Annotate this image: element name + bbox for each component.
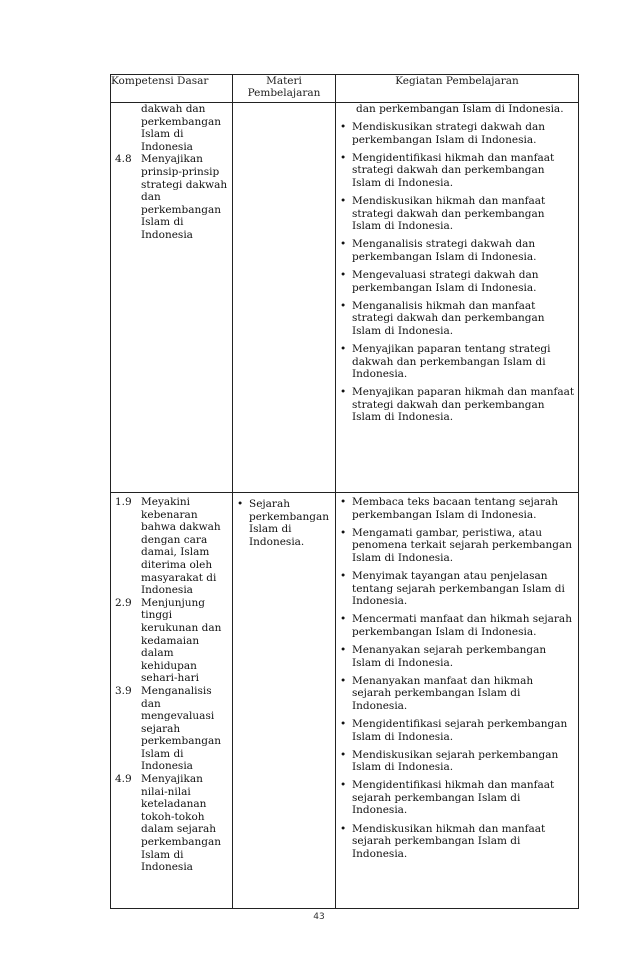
list-item-text: Mengidentifikasi hikmah dan manfaat strategi dakwah dan perkembangan Islam di Indonesia. (352, 151, 555, 189)
bullet-dot-icon: • (340, 269, 347, 282)
kd-item (115, 685, 230, 773)
bullet-dot-icon: • (340, 386, 347, 399)
header-materi-line1: Materi (266, 75, 302, 87)
list-item-text: Menyajikan paparan tentang strategi dakwah dan perkembangan Islam di Indonesia. (352, 343, 551, 381)
list-item (336, 749, 578, 774)
list-item (336, 343, 578, 381)
kd-text: Meyakini kebenaran bahwa dakwah dengan cara damai, Islam diterima oleh masyarakat di Indonesia (141, 496, 221, 597)
list-item (336, 644, 578, 669)
kd-item (115, 153, 230, 241)
header-materi-pembelajaran (233, 75, 336, 103)
kd-text: Menyajikan nilai-nilai keteladanan tokoh-tokoh dalam sejarah perkembangan Islam di Indonesia (141, 773, 221, 874)
list-item (336, 823, 578, 861)
bullet-dot-icon: • (340, 526, 347, 539)
header-kompetensi-dasar: Kompetensi Dasar (111, 75, 233, 103)
list-item (233, 498, 335, 548)
kd-number: 4.8 (115, 153, 132, 166)
list-item (336, 269, 578, 294)
list-item-text: Mendiskusikan hikmah dan manfaat strategi dakwah dan perkembangan Islam di Indonesia. (352, 195, 546, 233)
list-item (336, 121, 578, 146)
bullet-dot-icon: • (340, 717, 347, 730)
list-item-text: Mendiskusikan strategi dakwah dan perkembangan Islam di Indonesia. (352, 121, 545, 146)
kd-item (115, 496, 230, 597)
bullet-dot-icon: • (340, 496, 347, 508)
page-number: 43 (313, 912, 325, 922)
list-item-text: Mencermati manfaat dan hikmah sejarah perkembangan Islam di Indonesia. (352, 613, 572, 638)
kegiatan-continued-text: dan perkembangan Islam di Indonesia. (356, 103, 564, 115)
materi-cell (233, 103, 336, 493)
list-item (336, 496, 578, 521)
list-item (336, 195, 578, 233)
list-item-text: Menyajikan paparan hikmah dan manfaat strategi dakwah dan perkembangan Islam di Indonesia. (352, 386, 575, 424)
kd-text: Menjunjung tinggi kerukunan dan kedamaian dalam kehidupan sehari-hari (141, 596, 222, 685)
bullet-dot-icon: • (340, 779, 347, 792)
curriculum-table (110, 74, 579, 909)
kd-number (115, 103, 141, 153)
table-row (111, 493, 579, 909)
list-item-text: Mengamati gambar, peristiwa, atau penomena terkait sejarah perkembangan Islam di Indonesia. (352, 526, 573, 564)
list-item-text: Mendiskusikan hikmah dan manfaat sejarah perkembangan Islam di Indonesia. (352, 822, 546, 860)
bullet-dot-icon: • (340, 238, 347, 251)
bullet-dot-icon: • (340, 643, 347, 656)
header-kegiatan-pembelajaran: Kegiatan Pembelajaran (336, 75, 579, 103)
bullet-dot-icon: • (237, 498, 244, 510)
table-row (111, 103, 579, 493)
list-item-text: Menyimak tayangan atau penjelasan tentang sejarah perkembangan Islam di Indonesia. (352, 569, 565, 608)
kd-text: dakwah dan perkembangan Islam di Indonesia (141, 103, 221, 153)
kd-item (115, 773, 230, 874)
list-item-text: Menganalisis strategi dakwah dan perkembangan Islam di Indonesia. (352, 238, 537, 263)
bullet-dot-icon: • (340, 822, 347, 835)
kd-cell (111, 103, 233, 493)
kd-cell (111, 493, 233, 909)
list-item-text: Menanyakan sejarah perkembangan Islam di Indonesia. (352, 643, 547, 669)
list-item (336, 613, 578, 638)
bullet-dot-icon: • (340, 151, 347, 164)
kegiatan-cell (336, 103, 579, 493)
bullet-dot-icon: • (340, 299, 347, 312)
bullet-dot-icon: • (340, 674, 347, 687)
kd-number: 1.9 (115, 496, 132, 508)
kd-text: Menganalisis dan mengevaluasi sejarah perkembangan Islam di Indonesia (141, 684, 221, 773)
list-item-text: Sejarah perkembangan Islam di Indonesia. (249, 498, 329, 548)
list-item (336, 152, 578, 190)
bullet-dot-icon: • (340, 195, 347, 208)
list-item (336, 300, 578, 338)
list-item (336, 718, 578, 743)
list-item (336, 570, 578, 608)
list-item (336, 779, 578, 817)
bullet-dot-icon: • (340, 121, 347, 134)
list-item (336, 527, 578, 565)
kd-number: 4.9 (115, 773, 132, 786)
kd-item (115, 103, 230, 153)
bullet-dot-icon: • (340, 748, 347, 761)
list-item-text: Menanyakan manfaat dan hikmah sejarah perkembangan Islam di Indonesia. (352, 674, 534, 712)
list-item-text: Mengidentifikasi hikmah dan manfaat sejarah perkembangan Islam di Indonesia. (352, 779, 555, 817)
list-item-text: Mendiskusikan sejarah perkembangan Islam di Indonesia. (352, 748, 559, 774)
bullet-dot-icon: • (340, 613, 347, 626)
table-header-row (111, 75, 579, 103)
list-item (336, 238, 578, 263)
kd-item (115, 597, 230, 685)
list-item-text: Membaca teks bacaan tentang sejarah perkembangan Islam di Indonesia. (352, 496, 559, 521)
list-item-text: Menganalisis hikmah dan manfaat strategi dakwah dan perkembangan Islam di Indonesia. (352, 299, 545, 337)
list-item-text: Mengidentifikasi sejarah perkembangan Islam di Indonesia. (352, 717, 568, 743)
header-materi-line2: Pembelajaran (247, 87, 321, 99)
bullet-dot-icon: • (340, 343, 347, 355)
kd-text: Menyajikan prinsip-prinsip strategi dakwah dan perkembangan Islam di Indonesia (141, 153, 228, 241)
list-item (336, 386, 578, 424)
materi-cell (233, 493, 336, 909)
kd-number: 2.9 (115, 596, 132, 609)
list-item (336, 675, 578, 713)
kd-number: 3.9 (115, 684, 132, 697)
bullet-dot-icon: • (340, 569, 347, 582)
list-item-text: Mengevaluasi strategi dakwah dan perkembangan Islam di Indonesia. (352, 269, 539, 294)
kegiatan-cell (336, 493, 579, 909)
